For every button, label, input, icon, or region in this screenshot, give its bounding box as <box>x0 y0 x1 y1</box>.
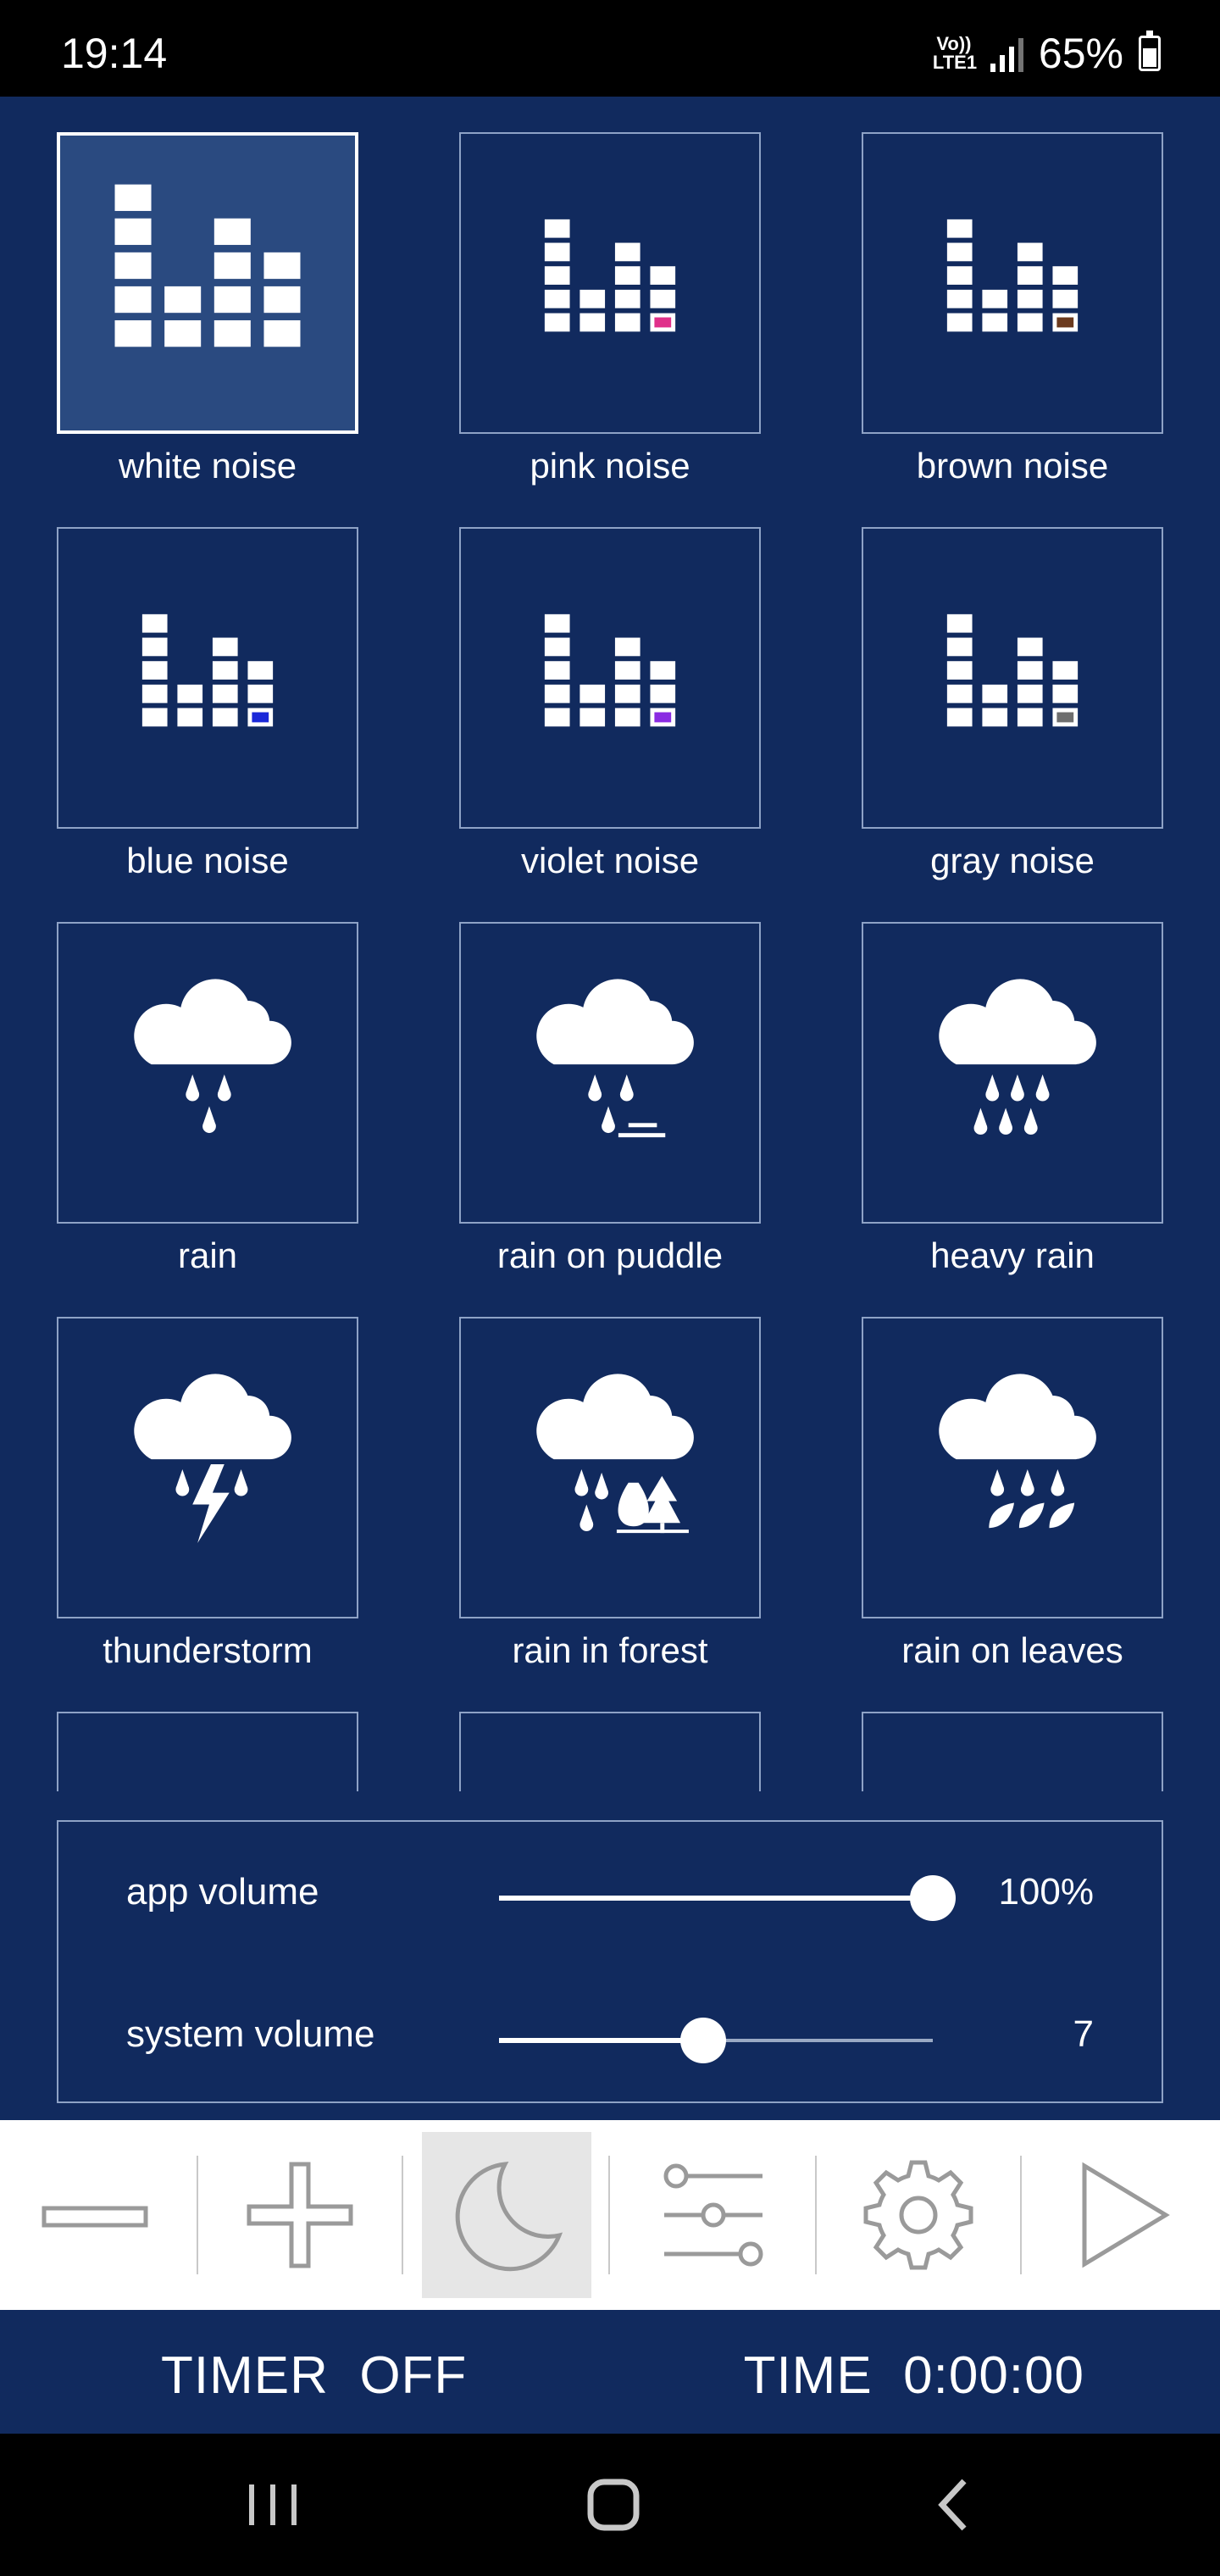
sound-tile[interactable] <box>459 922 761 1224</box>
decrease-button[interactable] <box>10 2132 180 2298</box>
toolbar-divider <box>608 2156 610 2274</box>
app-volume-value: 100% <box>998 1871 1094 1913</box>
sliders-icon <box>627 2132 796 2298</box>
equalizer-icon <box>461 529 759 827</box>
volume-panel <box>57 1820 1163 2103</box>
sound-label: violet noise <box>520 841 700 880</box>
app-volume-slider[interactable] <box>499 1873 933 1924</box>
system-volume-label: system volume <box>126 2013 375 2055</box>
status-bar <box>0 0 1220 97</box>
home-button[interactable] <box>571 2462 656 2547</box>
status-indicators <box>933 29 1161 78</box>
equalizer-icon <box>60 136 355 430</box>
elapsed-time: TIME 0:00:00 <box>743 2346 1084 2405</box>
toolbar-divider <box>402 2156 403 2274</box>
mixer-button[interactable] <box>627 2132 796 2298</box>
moon-icon <box>422 2132 591 2298</box>
settings-button[interactable] <box>834 2132 1003 2298</box>
sound-tile[interactable] <box>57 922 358 1224</box>
rain-forest-icon <box>461 1319 759 1617</box>
battery-icon <box>1139 36 1161 71</box>
recents-button[interactable] <box>230 2462 315 2547</box>
sound-tile[interactable] <box>862 1317 1163 1618</box>
recents-icon <box>230 2462 315 2547</box>
system-nav-bar <box>0 2434 1220 2576</box>
rain-puddle-icon <box>461 924 759 1222</box>
sound-tile[interactable] <box>459 527 761 829</box>
signal-icon <box>990 35 1023 72</box>
sound-tile-partial[interactable] <box>57 1712 358 1791</box>
sound-label: rain on puddle <box>496 1235 724 1275</box>
equalizer-icon <box>461 134 759 432</box>
rain-cloud-icon <box>58 924 357 1222</box>
sound-tile[interactable] <box>459 1317 761 1618</box>
sound-label: rain in forest <box>512 1630 708 1670</box>
increase-button[interactable] <box>215 2132 385 2298</box>
equalizer-icon <box>863 529 1162 827</box>
slider-thumb[interactable] <box>680 2018 726 2063</box>
slider-fill <box>499 2038 703 2043</box>
system-volume-slider[interactable] <box>499 2015 933 2066</box>
toolbar-divider <box>815 2156 817 2274</box>
network-type-label: Vo)) LTE1 <box>932 33 978 73</box>
sound-tile-partial[interactable] <box>862 1712 1163 1791</box>
sound-label: thunderstorm <box>103 1630 313 1670</box>
sound-label: heavy rain <box>930 1235 1095 1275</box>
heavy-rain-icon <box>863 924 1162 1222</box>
sound-tile[interactable] <box>57 527 358 829</box>
sleep-timer-button[interactable] <box>422 2132 591 2298</box>
plus-icon <box>215 2132 385 2298</box>
sound-tile[interactable] <box>862 132 1163 434</box>
status-time: 19:14 <box>61 30 168 77</box>
sound-label: pink noise <box>530 446 690 486</box>
sound-tile[interactable] <box>862 922 1163 1224</box>
sound-tile-partial[interactable] <box>459 1712 761 1791</box>
back-icon <box>912 2462 996 2547</box>
app-volume-label: app volume <box>126 1871 319 1913</box>
sound-tile[interactable] <box>57 132 358 434</box>
sound-label: white noise <box>118 446 297 486</box>
thunderstorm-icon <box>58 1319 357 1617</box>
gear-icon <box>834 2132 1003 2298</box>
sound-tile[interactable] <box>459 132 761 434</box>
slider-thumb[interactable] <box>910 1875 956 1921</box>
play-icon <box>1039 2132 1208 2298</box>
sound-label: brown noise <box>916 446 1109 486</box>
toolbar-divider <box>1020 2156 1022 2274</box>
sound-label: rain on leaves <box>901 1630 1123 1670</box>
battery-percent: 65% <box>1038 30 1123 77</box>
equalizer-icon <box>58 529 357 827</box>
sound-tile[interactable] <box>57 1317 358 1618</box>
equalizer-icon <box>863 134 1162 432</box>
play-button[interactable] <box>1039 2132 1208 2298</box>
sound-label: gray noise <box>930 841 1095 880</box>
timer-bar <box>0 2310 1220 2434</box>
minus-icon <box>10 2132 180 2298</box>
slider-fill <box>499 1896 933 1901</box>
back-button[interactable] <box>912 2462 996 2547</box>
sound-label: blue noise <box>126 841 289 880</box>
home-icon <box>571 2462 656 2547</box>
sound-tile[interactable] <box>862 527 1163 829</box>
rain-leaves-icon <box>863 1319 1162 1617</box>
toolbar-divider <box>197 2156 198 2274</box>
system-volume-value: 7 <box>1073 2013 1094 2055</box>
timer-status: TIMER OFF <box>161 2346 468 2405</box>
sound-grid <box>0 97 1220 1791</box>
sound-label: rain <box>177 1235 238 1275</box>
toolbar <box>0 2120 1220 2310</box>
